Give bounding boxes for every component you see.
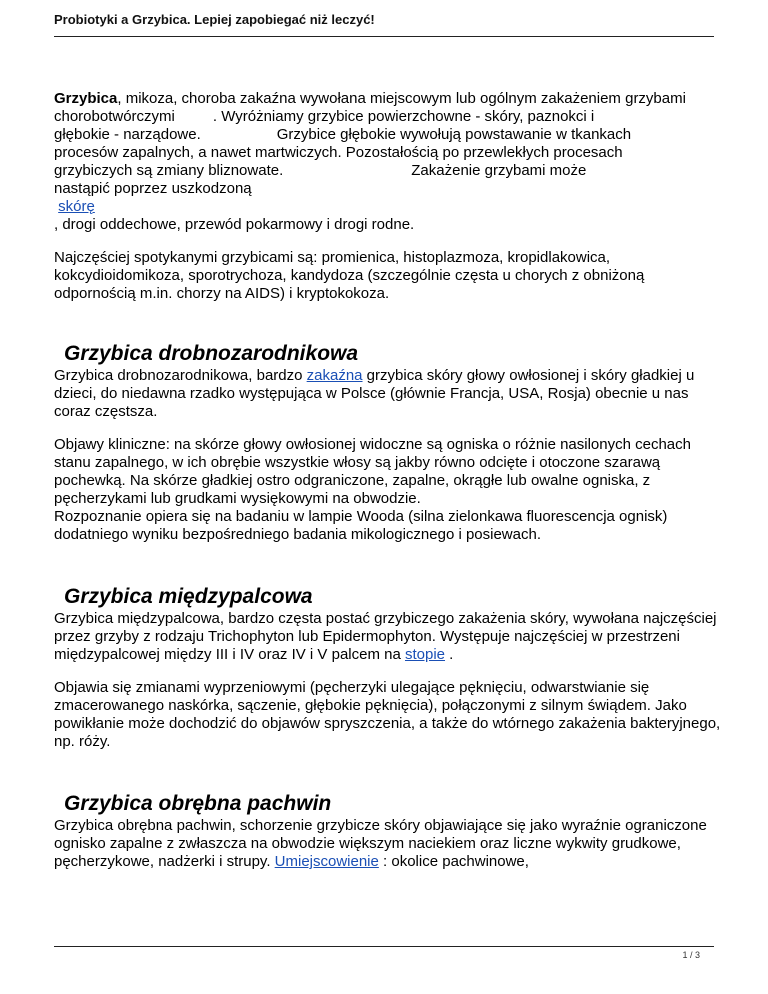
intro-line-3 (54, 126, 722, 144)
intro-line-1-text: , mikoza, choroba zakaźna wywołana miejscowym lub ogólnym zakażeniem grzybami (117, 90, 686, 107)
intro-paragraph (54, 90, 722, 234)
section-title-obrebna-pachwin: Grzybica obrębna pachwin (64, 792, 332, 815)
common-mycoses-paragraph: Najczęściej spotykanymi grzybicami są: promienica, histoplazmoza, kropidlakowica, kokcydioidomikoza, sporotrychoza, kandydoza (szczególnie częsta u chorych z obniżoną odpornością m.in. chorzy na AIDS) i kryptokokoza. (54, 249, 645, 302)
skin-link[interactable]: skórę (58, 198, 95, 215)
section-3-p1-pre: Grzybica obrębna pachwin, schorzenie grzybicze skóry objawiające się jako wyraźnie ograniczone ognisko zapalne z zwłaszcza na obwodzie większym naciekiem oraz liczne wykwity grudkowe, pęcherzykowe, nadżerki i strupy. (54, 817, 707, 870)
section-2-paragraph-2: Objawia się zmianami wyprzeniowymi (pęcherzyki ulegające pęknięciu, odwarstwianie się zmacerowanego naskórka, sączenie, głębokie pęknięcia), połączonymi z silnym świądem. Jako powikłanie może dochodzić do objawów spryszczenia, a także do wtórnego zakażenia bakteryjnego, np. róży. (54, 679, 721, 750)
contagious-link[interactable]: zakaźna (306, 367, 363, 384)
section-1-paragraph-2: Objawy kliniczne: na skórze głowy owłosionej widoczne są ogniska o różnie nasilonych cechach stanu zapalnego, w ich obrębie wszystkie włosy są jakby równo odcięte i otoczone szarawą pochewką. Na skórze gładkiej ostro odgraniczone, zapalne, okrągłe lub owalne ogniska, z pęcherzykami lub grudkami wysiękowymi na obwodzie. (54, 436, 691, 507)
intro-line-2 (54, 108, 722, 126)
footer-divider (54, 946, 714, 947)
article-body (54, 90, 722, 871)
location-link[interactable]: Umiejscowienie (274, 853, 379, 870)
section-1-p1-post: grzybica skóry głowy owłosionej i skóry gładkiej u dzieci, do niedawna rzadko występująca w Polsce (głównie Francja, USA, Rosja) obecnie u nas coraz częstsza. (54, 367, 695, 420)
section-1-paragraph-1 (54, 367, 722, 421)
intro-line-2b: . Wyróżniamy grzybice powierzchowne - skóry, paznokci i (212, 108, 595, 125)
section-title-drobnozarodnikowa: Grzybica drobnozarodnikowa (64, 342, 359, 365)
page-header-title: Probiotyki a Grzybica. Lepiej zapobiegać niż leczyć! (54, 12, 375, 27)
intro-line-1 (54, 90, 722, 108)
intro-line-2a: chorobotwórczymi (54, 108, 175, 125)
section-2-paragraph-1 (54, 610, 722, 664)
intro-line-3b: Grzybice głębokie wywołują powstawanie w tkankach (276, 126, 632, 143)
intro-line-4: procesów zapalnych, a nawet martwiczych. Pozostałością po przewlekłych procesach (54, 144, 623, 161)
section-3-p1-post: : okolice pachwinowe, (378, 853, 529, 870)
intro-line-6: nastąpić poprzez uszkodzoną (54, 180, 252, 197)
section-2-p1-post: . (445, 646, 454, 663)
section-3-paragraph-1 (54, 817, 722, 871)
header-divider (54, 36, 714, 37)
intro-line-5b: Zakażenie grzybami może (411, 162, 587, 179)
foot-link[interactable]: stopie (404, 646, 446, 663)
intro-line-8: , drogi oddechowe, przewód pokarmowy i drogi rodne. (54, 216, 415, 233)
section-2-p1-pre: Grzybica międzypalcowa, bardzo częsta postać grzybiczego zakażenia skóry, wywołana najczęściej przez grzyby z rodzaju Trichophyton lub Epidermophyton. Występuje najczęściej w przestrzeni międzypalcowej między III i IV oraz IV i V palcem na (54, 610, 717, 663)
intro-line-7 (54, 198, 722, 216)
intro-line-3a: głębokie - narządowe. (54, 126, 201, 143)
intro-line-5 (54, 162, 722, 180)
section-title-miedzypalcowa: Grzybica międzypalcowa (64, 585, 313, 608)
intro-line-5a: grzybiczych są zmiany bliznowate. (54, 162, 284, 179)
intro-term: Grzybica (54, 90, 118, 107)
section-1-paragraph-3: Rozpoznanie opiera się na badaniu w lampie Wooda (silna zielonkawa fluorescencja ognisk) dodatniego wyniku bezpośredniego badania mikologicznego i posiewach. (54, 508, 668, 543)
section-1-p1-pre: Grzybica drobnozarodnikowa, bardzo (54, 367, 307, 384)
page-number: 1 / 3 (682, 950, 700, 960)
